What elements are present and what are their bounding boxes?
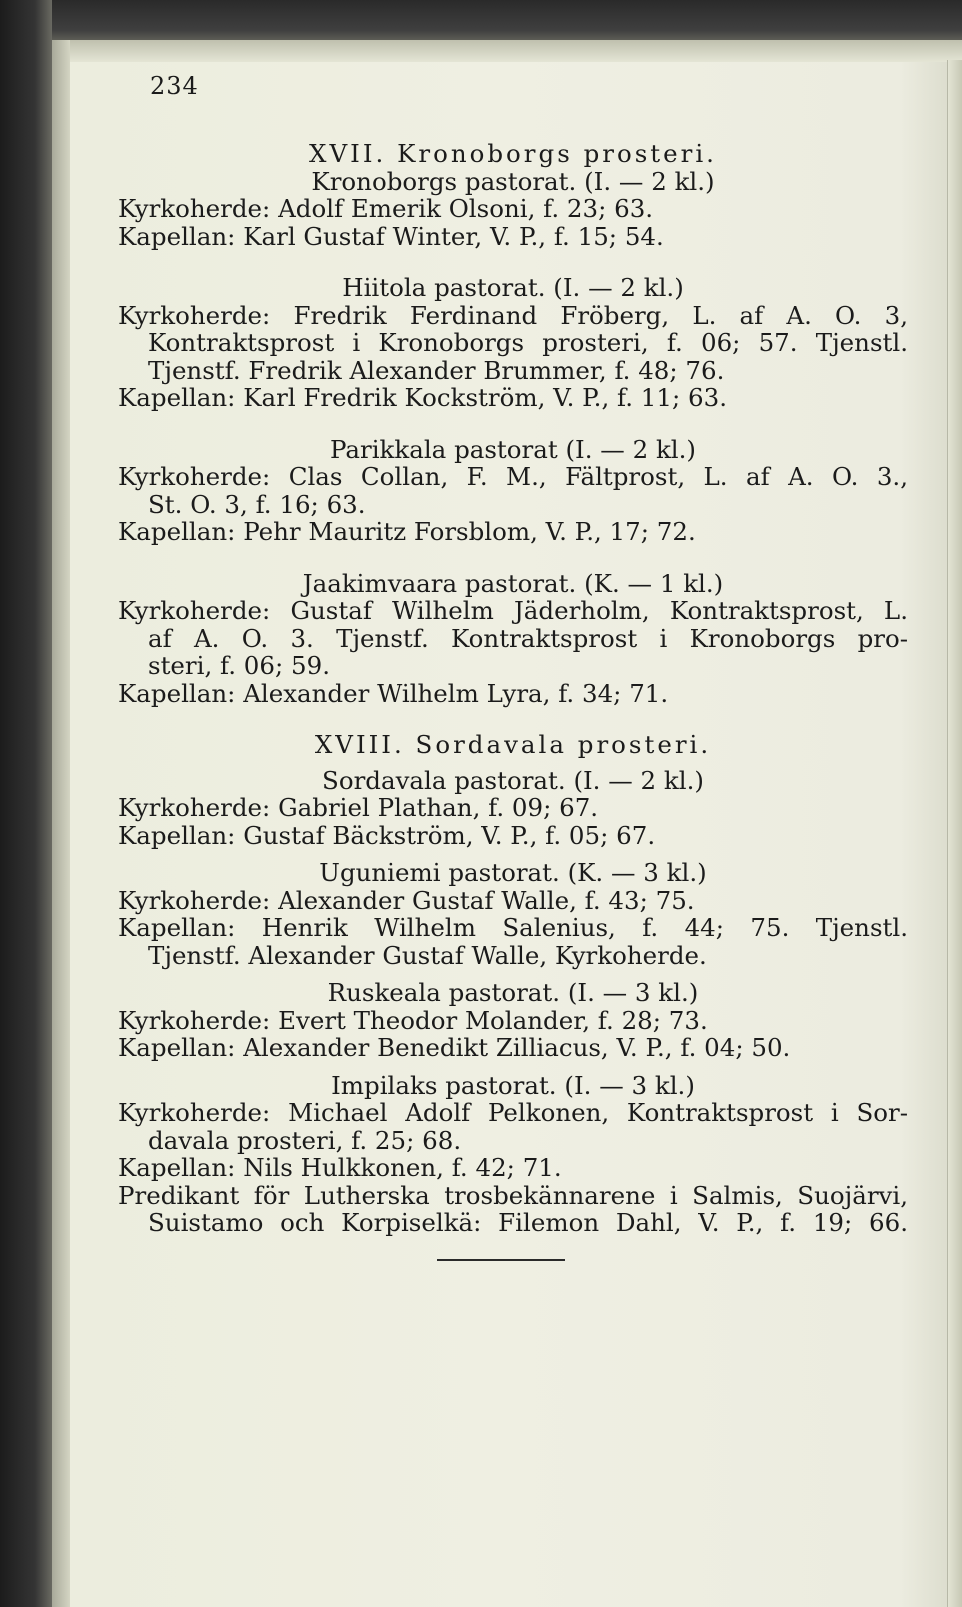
parish-title: Hiitola pastorat. (I. — 2 kl.) (342, 273, 684, 302)
parish-title: Parikkala pastorat (I. — 2 kl.) (330, 434, 696, 464)
entry-line: davala prosteri, f. 25; 68. (148, 1125, 462, 1155)
entry-line: Kyrkoherde: Adolf Emerik Olsoni, f. 23; 63. (118, 194, 654, 223)
parish-spacer (118, 412, 908, 436)
entry-line: Kyrkoherde: Gabriel Plathan, f. 09; 67. (118, 793, 599, 822)
parish-title: Impilaks pastorat. (I. — 3 kl.) (331, 1070, 695, 1100)
entry-line: Kapellan: Pehr Mauritz Forsblom, V. P., 17; 72. (118, 517, 696, 546)
entry-line: Kyrkoherde: Michael Adolf Pelkonen, Kontraktsprost i Sor- (118, 1098, 908, 1127)
entry-line: Kapellan: Karl Fredrik Kockström, V. P., f. 11; 63. (118, 383, 727, 412)
entry-line: Tjenstf. Alexander Gustaf Walle, Kyrkoherde. (148, 940, 707, 970)
entry-line: Suistamo och Korpiselkä: Filemon Dahl, V. P., f. 19; 66. (148, 1208, 908, 1237)
section-spacer (118, 707, 908, 731)
entry-line: Kapellan: Alexander Wilhelm Lyra, f. 34; 71. (118, 678, 669, 708)
entry-line: Kyrkoherde: Gustaf Wilhelm Jäderholm, Kontraktsprost, L. (118, 596, 908, 625)
page-edge-right (947, 60, 962, 1607)
end-rule (437, 1259, 565, 1261)
entry-line: Kapellan: Karl Gustaf Winter, V. P., f. 15; 54. (118, 221, 664, 251)
entry-line: Kapellan: Henrik Wilhelm Salenius, f. 44; 75. Tjenstl. (118, 913, 908, 942)
section-heading: XVIII. Sordavala prosteri. (314, 730, 712, 759)
parish-title: Sordavala pastorat. (I. — 2 kl.) (322, 765, 704, 795)
entry-line: steri, f. 06; 59. (148, 651, 330, 680)
parish-spacer (118, 250, 908, 274)
parish-spacer (118, 1062, 908, 1072)
section-heading: XVII. Kronoborgs prosteri. (309, 139, 717, 168)
entry-line: af A. O. 3. Tjenstf. Kontraktsprost i Kronoborgs pro- (148, 623, 908, 653)
scan-border-top (0, 0, 962, 40)
parish-title: Ruskeala pastorat. (I. — 3 kl.) (327, 978, 699, 1007)
page-number: 234 (150, 72, 199, 100)
entry-line: Kapellan: Nils Hulkkonen, f. 42; 71. (118, 1153, 562, 1182)
entry-line: Kyrkoherde: Evert Theodor Molander, f. 28; 73. (118, 1005, 708, 1035)
entry-line: Kyrkoherde: Alexander Gustaf Walle, f. 43; 75. (118, 885, 695, 915)
scan-border-left (0, 0, 52, 1607)
entry-line: Kontraktsprost i Kronoborgs prosteri, f. 06; 57. Tjenstl. (148, 328, 908, 357)
parish-title: Kronoborgs pastorat. (I. — 2 kl.) (311, 166, 715, 196)
entry-line: Kyrkoherde: Fredrik Ferdinand Fröberg, L. af A. O. 3, (118, 300, 908, 330)
entry-line: Kapellan: Alexander Benedikt Zilliacus, V. P., f. 04; 50. (118, 1033, 791, 1062)
entry-line: Kyrkoherde: Clas Collan, F. M., Fältprost, L. af A. O. 3., (118, 462, 908, 491)
entry-line: Predikant för Lutherska trosbekännarene i Salmis, Suojärvi, (118, 1180, 908, 1210)
parish-spacer (118, 546, 908, 570)
parish-title: Jaakimvaara pastorat. (K. — 1 kl.) (302, 568, 724, 598)
page-spine-edge (52, 40, 70, 1607)
entry-line: Kapellan: Gustaf Bäckström, V. P., f. 05; 67. (118, 820, 656, 850)
entry-line: St. O. 3, f. 16; 63. (148, 489, 366, 519)
page-body (118, 140, 908, 1261)
page-edge-top (52, 40, 962, 62)
parish-title: Uguniemi pastorat. (K. — 3 kl.) (319, 858, 707, 887)
entry-line: Tjenstf. Fredrik Alexander Brummer, f. 48; 76. (148, 355, 725, 385)
